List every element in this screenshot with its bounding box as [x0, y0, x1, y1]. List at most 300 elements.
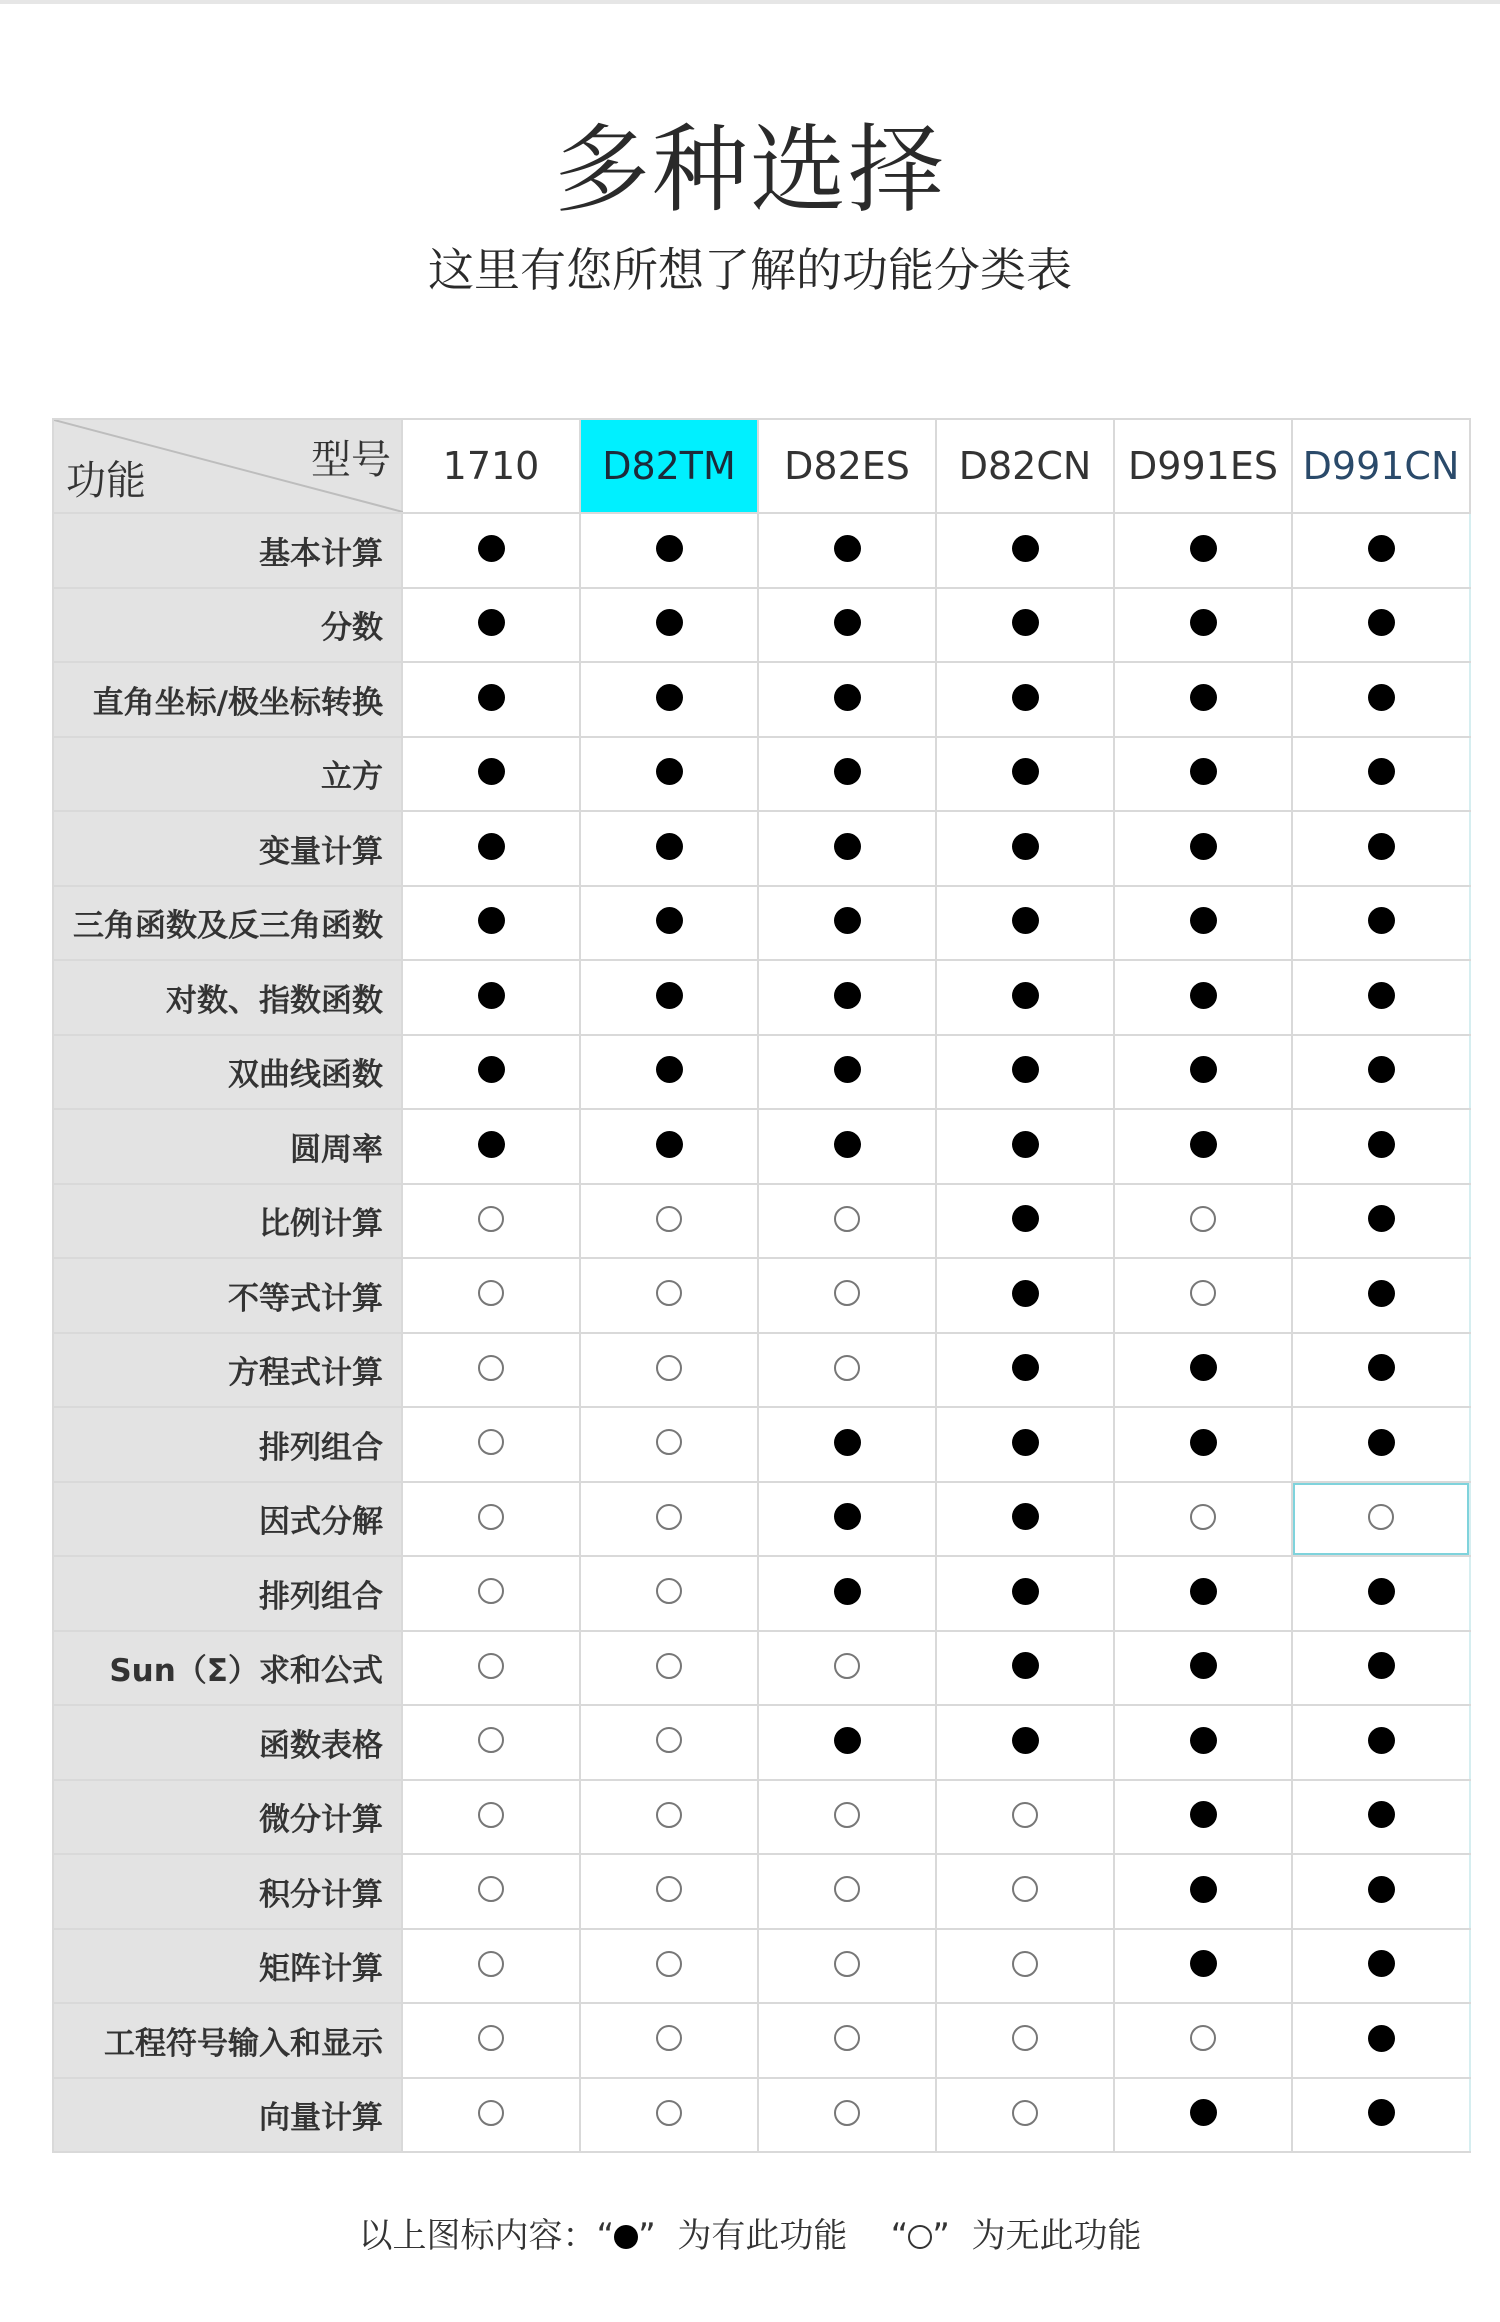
support-cell — [758, 2003, 936, 2078]
table-row — [53, 1258, 1470, 1333]
unsupported-circle-icon — [834, 1802, 860, 1828]
supported-dot-icon — [834, 982, 861, 1009]
table-row — [53, 588, 1470, 663]
function-name-cell: 积分计算 — [53, 1854, 402, 1929]
table-row — [53, 737, 1470, 812]
support-cell — [1114, 1780, 1292, 1855]
support-cell — [758, 662, 936, 737]
unsupported-circle-icon — [478, 1578, 504, 1604]
table-row — [53, 1407, 1470, 1482]
unsupported-circle-icon — [478, 1802, 504, 1828]
unsupported-circle-icon — [834, 1206, 860, 1232]
support-cell — [936, 2003, 1114, 2078]
table-row — [53, 662, 1470, 737]
support-cell — [936, 1780, 1114, 1855]
support-cell — [1114, 662, 1292, 737]
function-name-cell: 基本计算 — [53, 513, 402, 588]
support-cell — [936, 1929, 1114, 2004]
supported-dot-icon — [1190, 907, 1217, 934]
support-cell — [1114, 960, 1292, 1035]
unsupported-circle-icon — [656, 1206, 682, 1232]
supported-dot-icon — [478, 907, 505, 934]
model-header-d82es: D82ES — [758, 419, 936, 513]
support-cell — [402, 513, 580, 588]
supported-dot-icon — [834, 1578, 861, 1605]
page-subtitle: 这里有您所想了解的功能分类表 — [428, 243, 1072, 297]
support-cell — [936, 1407, 1114, 1482]
corner-function-label: 功能 — [66, 458, 146, 504]
supported-dot-icon — [1012, 1652, 1039, 1679]
support-cell — [936, 1258, 1114, 1333]
support-cell — [1114, 1929, 1292, 2004]
supported-dot-icon — [478, 758, 505, 785]
support-cell — [758, 811, 936, 886]
unsupported-circle-icon — [1012, 2025, 1038, 2051]
supported-dot-icon — [1190, 1801, 1217, 1828]
support-cell — [1292, 1854, 1470, 1929]
supported-dot-icon — [1368, 1429, 1395, 1456]
model-header-d991es: D991ES — [1114, 419, 1292, 513]
unsupported-circle-icon — [656, 1876, 682, 1902]
supported-dot-icon — [1012, 1578, 1039, 1605]
support-cell — [1114, 588, 1292, 663]
function-name-cell: 函数表格 — [53, 1705, 402, 1780]
support-cell — [580, 1556, 758, 1631]
supported-dot-icon — [1368, 1354, 1395, 1381]
support-cell — [402, 2003, 580, 2078]
support-cell — [402, 1407, 580, 1482]
support-cell — [402, 1184, 580, 1259]
table-row — [53, 2003, 1470, 2078]
function-name-cell: 双曲线函数 — [53, 1035, 402, 1110]
function-name-cell: 排列组合 — [53, 1556, 402, 1631]
support-cell — [1114, 1258, 1292, 1333]
support-cell — [402, 1631, 580, 1706]
support-cell — [758, 886, 936, 961]
supported-dot-icon — [478, 1056, 505, 1083]
supported-dot-icon — [1368, 907, 1395, 934]
unsupported-circle-icon — [478, 1876, 504, 1902]
supported-dot-icon — [1012, 1354, 1039, 1381]
support-cell — [936, 1109, 1114, 1184]
supported-dot-icon — [1368, 1727, 1395, 1754]
supported-dot-icon — [1012, 907, 1039, 934]
support-cell — [758, 1854, 936, 1929]
supported-dot-icon — [656, 1131, 683, 1158]
support-cell — [1114, 513, 1292, 588]
support-cell — [758, 1556, 936, 1631]
table-row — [53, 1035, 1470, 1110]
support-cell — [936, 1333, 1114, 1408]
supported-dot-icon — [656, 982, 683, 1009]
supported-dot-icon — [1190, 609, 1217, 636]
support-cell — [1114, 1556, 1292, 1631]
top-divider — [0, 0, 1500, 4]
supported-dot-icon — [478, 833, 505, 860]
support-cell — [936, 1035, 1114, 1110]
function-name-cell: 比例计算 — [53, 1184, 402, 1259]
table-row — [53, 1184, 1470, 1259]
support-cell — [580, 1631, 758, 1706]
support-cell — [402, 1929, 580, 2004]
support-cell — [936, 1482, 1114, 1557]
support-cell — [580, 1780, 758, 1855]
unsupported-circle-icon — [656, 2025, 682, 2051]
table-row — [53, 1482, 1470, 1557]
unsupported-circle-icon — [834, 1355, 860, 1381]
table-row — [53, 811, 1470, 886]
function-name-cell: 对数、指数函数 — [53, 960, 402, 1035]
supported-dot-icon — [656, 758, 683, 785]
supported-dot-icon — [1190, 1876, 1217, 1903]
support-cell — [936, 960, 1114, 1035]
supported-dot-icon — [1012, 758, 1039, 785]
unsupported-circle-icon — [834, 2100, 860, 2126]
supported-dot-icon — [834, 833, 861, 860]
unsupported-circle-icon — [656, 1355, 682, 1381]
function-name-cell: 方程式计算 — [53, 1333, 402, 1408]
supported-dot-icon — [656, 1056, 683, 1083]
supported-dot-icon — [1190, 833, 1217, 860]
support-cell — [402, 737, 580, 812]
support-cell — [402, 886, 580, 961]
supported-dot-icon — [1012, 1503, 1039, 1530]
supported-dot-icon — [1368, 684, 1395, 711]
support-cell — [1114, 1631, 1292, 1706]
supported-dot-icon — [1368, 982, 1395, 1009]
support-cell — [580, 2003, 758, 2078]
legend-prefix: 以上图标内容： — [358, 2216, 597, 2256]
supported-dot-icon — [834, 907, 861, 934]
support-cell — [1292, 1109, 1470, 1184]
support-cell — [758, 1631, 936, 1706]
supported-dot-icon — [834, 1056, 861, 1083]
supported-dot-icon — [1368, 1131, 1395, 1158]
supported-dot-icon — [1368, 2025, 1395, 2052]
support-cell — [936, 1184, 1114, 1259]
support-cell — [1292, 1556, 1470, 1631]
unsupported-circle-icon — [478, 1429, 504, 1455]
supported-dot-icon — [1012, 535, 1039, 562]
support-cell — [758, 1929, 936, 2004]
support-cell — [1292, 886, 1470, 961]
support-cell — [1114, 737, 1292, 812]
supported-dot-icon — [1012, 1131, 1039, 1158]
corner-model-label: 型号 — [311, 437, 391, 483]
legend-filled-dot-icon — [614, 2225, 638, 2249]
legend-close-quote: ” — [638, 2216, 656, 2256]
supported-dot-icon — [1190, 1429, 1217, 1456]
function-name-cell: 工程符号输入和显示 — [53, 2003, 402, 2078]
legend-close-quote: ” — [932, 2216, 950, 2256]
unsupported-circle-icon — [478, 1280, 504, 1306]
support-cell — [580, 1705, 758, 1780]
support-cell — [936, 662, 1114, 737]
model-header-1710: 1710 — [402, 419, 580, 513]
legend-empty-text: 为无此功能 — [971, 2216, 1142, 2256]
support-cell — [758, 737, 936, 812]
support-cell — [402, 1333, 580, 1408]
supported-dot-icon — [1368, 1205, 1395, 1232]
support-cell — [758, 1109, 936, 1184]
support-cell — [402, 1705, 580, 1780]
support-cell — [758, 1333, 936, 1408]
unsupported-circle-icon — [1190, 1206, 1216, 1232]
function-name-cell: 分数 — [53, 588, 402, 663]
function-name-cell: 因式分解 — [53, 1482, 402, 1557]
supported-dot-icon — [1012, 1205, 1039, 1232]
supported-dot-icon — [1368, 1578, 1395, 1605]
supported-dot-icon — [1190, 1727, 1217, 1754]
support-cell — [758, 2078, 936, 2153]
support-cell — [936, 886, 1114, 961]
unsupported-circle-icon — [656, 1280, 682, 1306]
unsupported-circle-icon — [656, 1727, 682, 1753]
support-cell — [1114, 886, 1292, 961]
support-cell — [402, 1556, 580, 1631]
table-row — [53, 1333, 1470, 1408]
function-name-cell: 三角函数及反三角函数 — [53, 886, 402, 961]
supported-dot-icon — [1012, 1429, 1039, 1456]
support-cell — [580, 513, 758, 588]
supported-dot-icon — [656, 907, 683, 934]
supported-dot-icon — [1368, 1950, 1395, 1977]
unsupported-circle-icon — [656, 1578, 682, 1604]
support-cell — [758, 1407, 936, 1482]
supported-dot-icon — [478, 1131, 505, 1158]
support-cell — [1114, 2003, 1292, 2078]
supported-dot-icon — [1012, 1280, 1039, 1307]
support-cell — [580, 1407, 758, 1482]
support-cell — [936, 1854, 1114, 1929]
supported-dot-icon — [1368, 2099, 1395, 2126]
table-row — [53, 1705, 1470, 1780]
supported-dot-icon — [1190, 758, 1217, 785]
support-cell — [1292, 1184, 1470, 1259]
table-row — [53, 1780, 1470, 1855]
support-cell — [1114, 811, 1292, 886]
support-cell — [402, 1109, 580, 1184]
unsupported-circle-icon — [478, 1355, 504, 1381]
supported-dot-icon — [1190, 982, 1217, 1009]
supported-dot-icon — [1190, 2099, 1217, 2126]
support-cell — [758, 1258, 936, 1333]
supported-dot-icon — [834, 1131, 861, 1158]
support-cell — [758, 1705, 936, 1780]
supported-dot-icon — [1012, 833, 1039, 860]
support-cell — [1292, 2078, 1470, 2153]
support-cell — [1292, 1035, 1470, 1110]
supported-dot-icon — [1190, 1131, 1217, 1158]
supported-dot-icon — [478, 982, 505, 1009]
function-name-cell: 变量计算 — [53, 811, 402, 886]
support-cell — [936, 2078, 1114, 2153]
support-cell — [758, 1184, 936, 1259]
feature-table-container — [52, 418, 1469, 2153]
support-cell — [580, 1109, 758, 1184]
unsupported-circle-icon — [834, 1280, 860, 1306]
support-cell — [936, 811, 1114, 886]
unsupported-circle-icon — [656, 1653, 682, 1679]
unsupported-circle-icon — [1190, 1280, 1216, 1306]
legend-open-quote: “ — [890, 2216, 909, 2256]
supported-dot-icon — [1368, 833, 1395, 860]
support-cell — [1114, 1705, 1292, 1780]
support-cell — [580, 960, 758, 1035]
unsupported-circle-icon — [834, 1876, 860, 1902]
function-name-cell: 立方 — [53, 737, 402, 812]
support-cell — [936, 1705, 1114, 1780]
support-cell — [936, 588, 1114, 663]
supported-dot-icon — [656, 833, 683, 860]
support-cell — [1114, 1109, 1292, 1184]
supported-dot-icon — [1012, 1056, 1039, 1083]
function-name-cell: 不等式计算 — [53, 1258, 402, 1333]
support-cell — [580, 1854, 758, 1929]
table-row — [53, 960, 1470, 1035]
support-cell — [1292, 662, 1470, 737]
supported-dot-icon — [834, 535, 861, 562]
support-cell — [1292, 1407, 1470, 1482]
support-cell — [1292, 1333, 1470, 1408]
supported-dot-icon — [1190, 684, 1217, 711]
supported-dot-icon — [1012, 982, 1039, 1009]
support-cell — [1114, 1184, 1292, 1259]
unsupported-circle-icon — [1190, 1504, 1216, 1530]
unsupported-circle-icon — [1368, 1504, 1394, 1530]
support-cell — [1292, 811, 1470, 886]
supported-dot-icon — [1190, 1652, 1217, 1679]
corner-header-cell — [53, 419, 402, 513]
supported-dot-icon — [1368, 609, 1395, 636]
supported-dot-icon — [1012, 684, 1039, 711]
function-name-cell: 向量计算 — [53, 2078, 402, 2153]
support-cell — [1292, 1705, 1470, 1780]
support-cell — [580, 2078, 758, 2153]
supported-dot-icon — [1190, 1354, 1217, 1381]
support-cell — [1114, 1333, 1292, 1408]
support-cell — [580, 1929, 758, 2004]
support-cell — [580, 1035, 758, 1110]
support-cell — [758, 1482, 936, 1557]
unsupported-circle-icon — [478, 1727, 504, 1753]
unsupported-circle-icon — [834, 1653, 860, 1679]
table-header-row — [53, 419, 1470, 513]
supported-dot-icon — [1012, 1727, 1039, 1754]
support-cell — [402, 2078, 580, 2153]
supported-dot-icon — [1368, 1652, 1395, 1679]
supported-dot-icon — [1190, 1578, 1217, 1605]
supported-dot-icon — [1368, 1056, 1395, 1083]
support-cell — [758, 513, 936, 588]
model-header-d82cn: D82CN — [936, 419, 1114, 513]
supported-dot-icon — [1190, 535, 1217, 562]
legend-empty-circle-icon — [908, 2225, 932, 2249]
table-row — [53, 1109, 1470, 1184]
unsupported-circle-icon — [1190, 2025, 1216, 2051]
unsupported-circle-icon — [656, 1802, 682, 1828]
support-cell — [402, 1482, 580, 1557]
support-cell — [1292, 1482, 1470, 1557]
unsupported-circle-icon — [478, 1951, 504, 1977]
supported-dot-icon — [1368, 1280, 1395, 1307]
unsupported-circle-icon — [656, 1504, 682, 1530]
supported-dot-icon — [834, 1429, 861, 1456]
page-title: 多种选择 — [554, 114, 946, 226]
supported-dot-icon — [656, 684, 683, 711]
support-cell — [1292, 588, 1470, 663]
feature-comparison-table — [52, 418, 1471, 2153]
support-cell — [758, 1035, 936, 1110]
table-row — [53, 1929, 1470, 2004]
table-row — [53, 513, 1470, 588]
support-cell — [758, 1780, 936, 1855]
unsupported-circle-icon — [478, 1206, 504, 1232]
supported-dot-icon — [478, 684, 505, 711]
table-row — [53, 2078, 1470, 2153]
support-cell — [1114, 2078, 1292, 2153]
table-row — [53, 1854, 1470, 1929]
unsupported-circle-icon — [1012, 1876, 1038, 1902]
function-name-cell: 圆周率 — [53, 1109, 402, 1184]
unsupported-circle-icon — [1012, 1802, 1038, 1828]
support-cell — [580, 886, 758, 961]
supported-dot-icon — [1190, 1056, 1217, 1083]
supported-dot-icon — [834, 609, 861, 636]
support-cell — [1292, 2003, 1470, 2078]
support-cell — [1114, 1035, 1292, 1110]
support-cell — [580, 811, 758, 886]
support-cell — [758, 588, 936, 663]
function-name-cell: Sun（Σ）求和公式 — [53, 1631, 402, 1706]
function-name-cell: 微分计算 — [53, 1780, 402, 1855]
support-cell — [580, 1184, 758, 1259]
support-cell — [402, 662, 580, 737]
table-row — [53, 886, 1470, 961]
legend — [0, 2208, 1500, 2257]
support-cell — [580, 588, 758, 663]
supported-dot-icon — [834, 1727, 861, 1754]
support-cell — [1292, 1929, 1470, 2004]
unsupported-circle-icon — [1012, 2100, 1038, 2126]
unsupported-circle-icon — [834, 1951, 860, 1977]
support-cell — [402, 1035, 580, 1110]
supported-dot-icon — [478, 535, 505, 562]
legend-open-quote: “ — [596, 2216, 615, 2256]
supported-dot-icon — [1368, 535, 1395, 562]
supported-dot-icon — [656, 609, 683, 636]
support-cell — [1292, 737, 1470, 812]
support-cell — [402, 811, 580, 886]
support-cell — [1292, 960, 1470, 1035]
unsupported-circle-icon — [478, 1653, 504, 1679]
support-cell — [936, 1556, 1114, 1631]
support-cell — [936, 1631, 1114, 1706]
support-cell — [1114, 1482, 1292, 1557]
function-name-cell: 直角坐标/极坐标转换 — [53, 662, 402, 737]
supported-dot-icon — [1368, 1801, 1395, 1828]
table-row — [53, 1556, 1470, 1631]
unsupported-circle-icon — [478, 2025, 504, 2051]
support-cell — [1114, 1854, 1292, 1929]
model-header-d82tm: D82TM — [580, 419, 758, 513]
supported-dot-icon — [1368, 758, 1395, 785]
support-cell — [1292, 1780, 1470, 1855]
support-cell — [1114, 1407, 1292, 1482]
support-cell — [758, 960, 936, 1035]
support-cell — [580, 1258, 758, 1333]
support-cell — [1292, 513, 1470, 588]
